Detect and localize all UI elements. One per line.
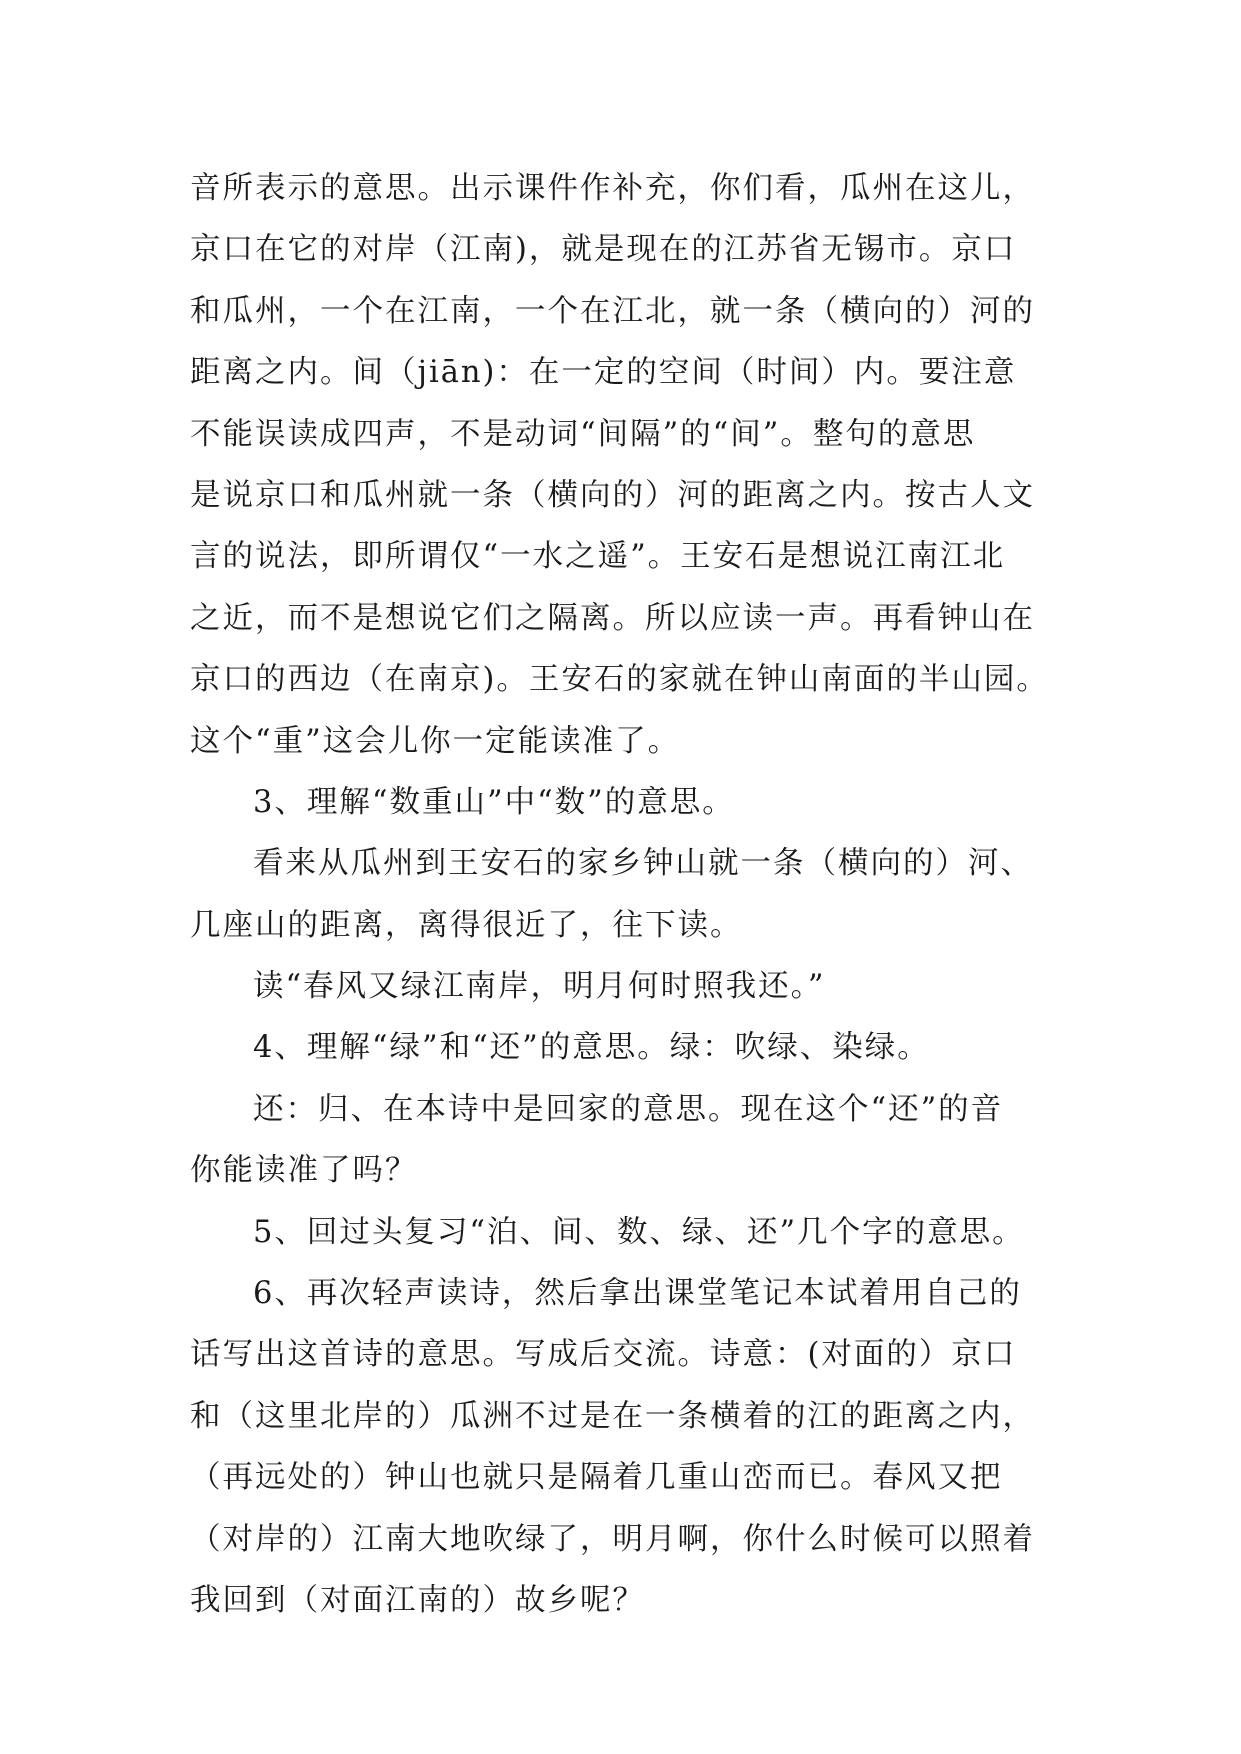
text-line: 话写出这首诗的意思。写成后交流。诗意：(对面的）京口 [190,1337,1017,1373]
text-line: 和（这里北岸的）瓜洲不过是在一条横着的江的距离之内， [190,1398,1035,1434]
document-body [190,158,1070,1631]
text-line: 还：归、在本诗中是回家的意思。现在这个“还”的音 [253,1091,1004,1127]
text-line: 5、回过头复习“泊、间、数、绿、还”几个字的意思。 [253,1214,1025,1250]
text-line: 我回到（对面江南的）故乡呢？ [190,1582,645,1618]
text-line: 京口的西边（在南京)。王安石的家就在钟山南面的半山园。 [190,662,1049,698]
text-line: 音所表示的意思。出示课件作补充，你们看，瓜州在这儿， [190,171,1035,206]
text-line: 几座山的距离，离得很近了，往下读。 [190,907,743,943]
text-line: 看来从瓜州到王安石的家乡钟山就一条（横向的）河、 [253,846,1033,882]
text-line: （对岸的）江南大地吹绿了，明月啊，你什么时候可以照着 [190,1521,1035,1557]
text-line: 这个“重”这会儿你一定能读准了。 [190,723,681,759]
text-line: 4、理解“绿”和“还”的意思。绿：吹绿、染绿。 [253,1030,930,1066]
text-line: 和瓜州，一个在江南，一个在江北，就一条（横向的）河的 [190,293,1035,329]
text-line: 你能读准了吗？ [190,1153,418,1189]
text-line: 是说京口和瓜州就一条（横向的）河的距离之内。按古人文 [190,477,1035,513]
text-line: 之近，而不是想说它们之隔离。所以应读一声。再看钟山在 [190,600,1035,636]
text-line: 京口在它的对岸（江南)，就是现在的江苏省无锡市。京口 [190,232,1017,268]
text-line: 言的说法，即所谓仅“一水之遥”。王安石是想说江南江北 [190,539,1006,575]
text-line: 3、理解“数重山”中“数”的意思。 [253,784,735,820]
text-line: 6、再次轻声读诗，然后拿出课堂笔记本试着用自己的 [253,1276,1022,1312]
text-line: 读“春风又绿江南岸，明月何时照我还。” [253,969,826,1005]
text-line: 不能误读成四声，不是动词“间隔”的“间”。整句的意思 [190,416,976,452]
text-line: （再远处的）钟山也就只是隔着几重山峦而已。春风又把 [190,1460,1003,1496]
text-line: 距离之内。间（jiān)：在一定的空间（时间）内。要注意 [190,355,1017,391]
